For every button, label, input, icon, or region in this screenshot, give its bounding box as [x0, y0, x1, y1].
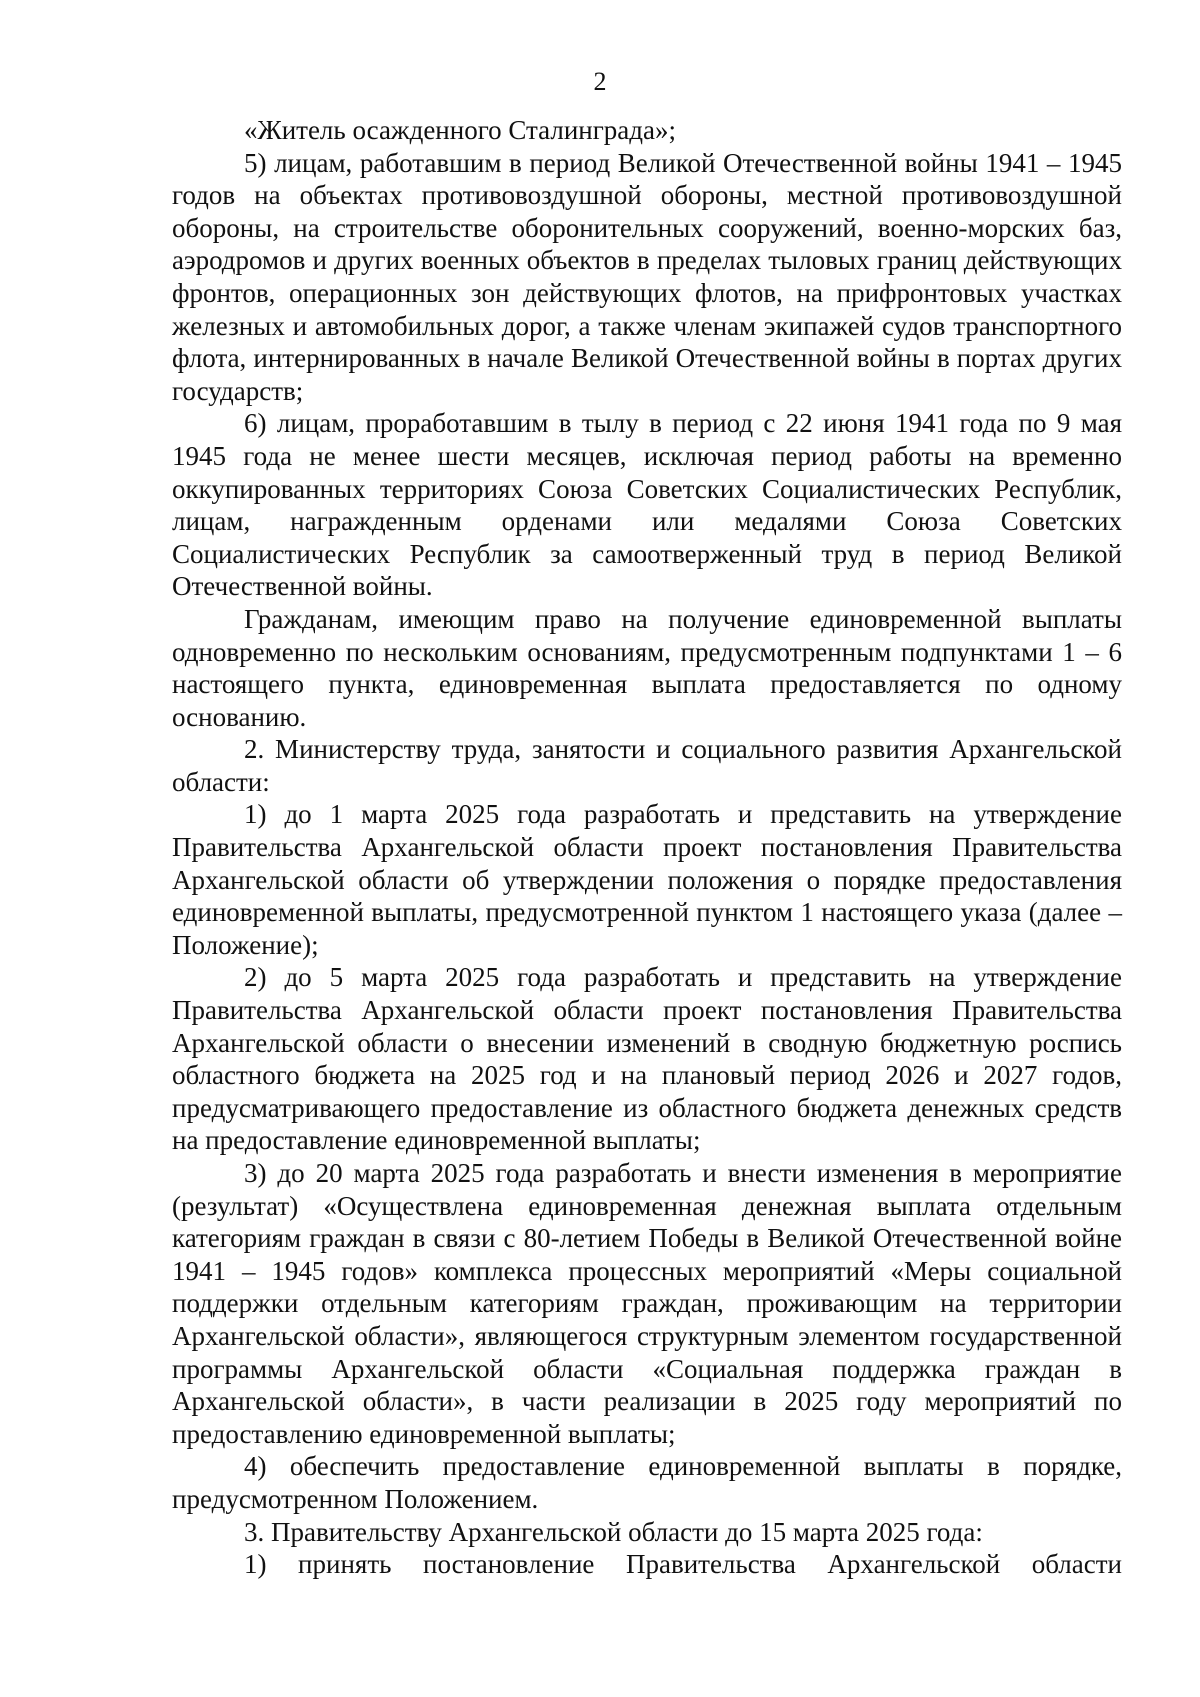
paragraph-item-6-home-front-workers: 6) лицам, проработавшим в тылу в период с 22 июня 1941 года по 9 мая 1945 года не менее шести месяцев, исключая период работы на временно оккупированных территориях Союза Советских Социалистических Республик, лицам, награжденным орденами или медалями Союза Советских Социалистических Республик за самоотверженный труд в период Великой Отечественной войны. — [172, 408, 1122, 602]
paragraph-item-5-air-defense-workers: 5) лицам, работавшим в период Великой Отечественной войны 1941 – 1945 годов на объектах противовоздушной обороны, местной противовоздушной обороны, на строительстве оборонительных сооружений, военно-морских баз, аэродромов и других военных объектов в пределах тыловых границ действующих фронтов, операционных зон действующих флотов, на прифронтовых участках железных и автомобильных дорог, а также членам экипажей судов транспортного флота, интернированных в начале Великой Отечественной войны в портах других государств; — [172, 147, 1122, 406]
paragraph-section-2-item-3: 3) до 20 марта 2025 года разработать и внести изменения в мероприятие (результат) «Осуществлена единовременная денежная выплата отдельным категориям граждан в связи с 80-летием Победы в Великой Отечественной войне 1941 – 1945 годов» комплекса процессных мероприятий «Меры социальной поддержки отдельным категориям граждан, проживающим на территории Архангельской области», являющегося структурным элементом государственной программы Архангельской области «Социальная поддержка граждан в Архангельской области», в части реализации в 2025 году мероприятий по предоставлению единовременной выплаты; — [172, 1158, 1122, 1449]
paragraph-section-2-item-2: 2) до 5 марта 2025 года разработать и представить на утверждение Правительства Архангельской области проект постановления Правительства Архангельской области о внесении изменений в сводную бюджетную роспись областного бюджета на 2025 год и на плановый период 2026 и 2027 годов, предусматривающего предоставление из областного бюджета денежных средств на предоставление единовременной выплаты; — [172, 962, 1122, 1156]
paragraph-section-2-ministry: 2. Министерству труда, занятости и социального развития Архангельской области: — [172, 734, 1122, 797]
paragraph-multiple-grounds: Гражданам, имеющим право на получение единовременной выплаты одновременно по нескольким основаниям, предусмотренным подпунктами 1 – 6 настоящего пункта, единовременная выплата предоставляется по одному основанию. — [172, 603, 1122, 732]
paragraph-section-3-government: 3. Правительству Архангельской области до 15 марта 2025 года: — [244, 1516, 983, 1547]
page-number: 2 — [593, 67, 607, 96]
paragraph-section-2-item-1: 1) до 1 марта 2025 года разработать и представить на утверждение Правительства Архангельской области проект постановления Правительства Архангельской области об утверждении положения о порядке предоставления единовременной выплаты, предусмотренной пунктом 1 настоящего указа (далее – Положение); — [172, 799, 1122, 960]
paragraph-section-3-item-1: 1) принять постановление Правительства Архангельской области — [244, 1549, 1122, 1580]
document-body — [172, 114, 1122, 1581]
paragraph-stalingrad-resident: «Житель осажденного Сталинграда»; — [244, 115, 677, 145]
paragraph-section-2-item-4: 4) обеспечить предоставление единовременной выплаты в порядке, предусмотренном Положением. — [172, 1451, 1122, 1514]
